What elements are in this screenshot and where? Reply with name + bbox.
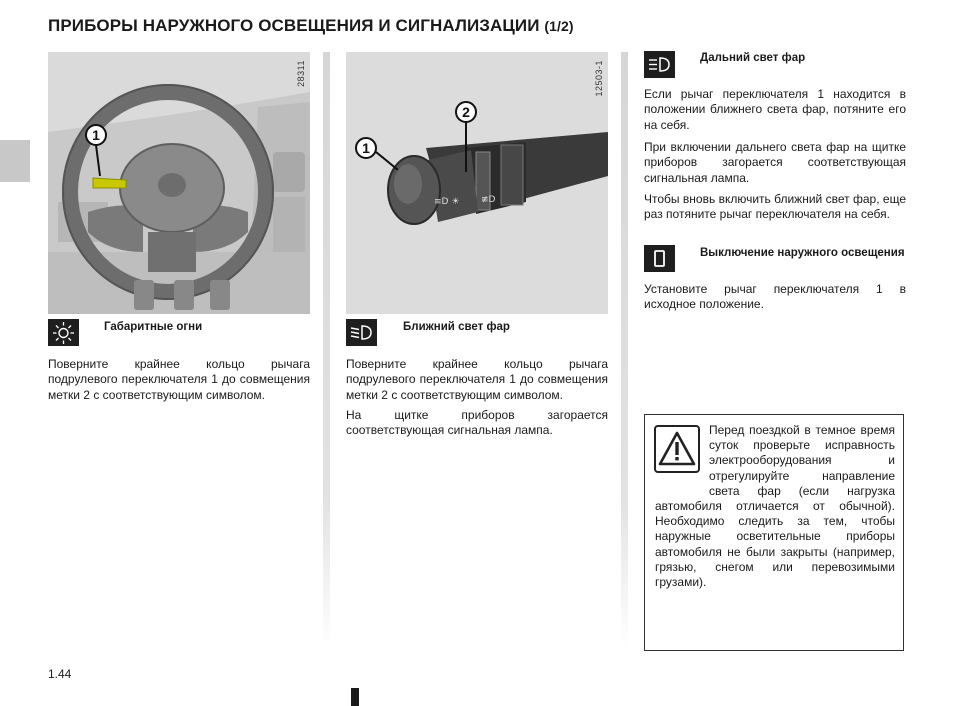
callout-label-2: 2 — [462, 104, 470, 120]
main-beam-text-2: При включении дальнего света фар на щитке приборов загорается соответствующая сигнальная лампа. — [644, 140, 906, 185]
callout-label-1: 1 — [92, 127, 100, 143]
page-title: ПРИБОРЫ НАРУЖНОГО ОСВЕЩЕНИЯ И СИГНАЛИЗАЦИИ (1/2) — [48, 16, 574, 35]
main-beam-icon — [644, 51, 675, 78]
sidelights-text: Поверните крайнее кольцо рычага подрулевого переключателя 1 до совмещения метки 2 с соответствующим символом. — [48, 357, 310, 402]
svg-text:≡D ☀: ≡D ☀ — [434, 197, 460, 207]
dipped-beam-icon — [346, 319, 377, 346]
steering-wheel-photo — [48, 52, 310, 314]
photo-reference-code: 12503-1 — [594, 60, 604, 97]
page-bottom-marker — [351, 688, 359, 706]
main-beam-text-1: Если рычаг переключателя 1 находится в положении ближнего света фар, потяните его на себя. — [644, 87, 906, 132]
warning-text: Перед поездкой в темное время суток проверьте исправность электрооборудования и отрегулируйте направление света фар (если нагрузка автомобиля отличается от обычной). Необходимо следить за тем, чтобы наружные осветительные приборы автомобиля не были закрыты (например, грязью, снегом или перевозимыми грузами). — [655, 423, 895, 590]
section-heading-main-beam: Дальний свет фар — [700, 52, 806, 64]
main-beam-text-3: Чтобы вновь включить ближний свет фар, еще раз потяните рычаг переключателя на себя. — [644, 192, 906, 222]
section-heading-lights-off: Выключение наружного освещения — [700, 247, 905, 259]
lights-off-icon — [644, 245, 675, 272]
page-number: 1.44 — [48, 667, 72, 681]
lights-off-text: Установите рычаг переключателя 1 в исходное положение. — [644, 282, 906, 312]
section-tab-marker — [0, 140, 30, 182]
section-heading-dipped-beam: Ближний свет фар — [403, 321, 510, 333]
dipped-beam-text-1: Поверните крайнее кольцо рычага подрулевого переключателя 1 до совмещения метки 2 с соответствующим символом. — [346, 357, 608, 402]
warning-box — [644, 414, 904, 651]
callout-label-1: 1 — [362, 140, 370, 156]
light-switch-stalk-photo — [346, 52, 608, 314]
column-divider — [323, 52, 330, 648]
dipped-beam-text-2: На щитке приборов загорается соответствующая сигнальная лампа. — [346, 408, 608, 438]
section-heading-sidelights: Габаритные огни — [104, 321, 203, 333]
column-divider — [621, 52, 628, 648]
sidelights-icon — [48, 319, 79, 346]
svg-text:≢D: ≢D — [481, 195, 496, 205]
photo-reference-code: 28311 — [296, 60, 306, 87]
